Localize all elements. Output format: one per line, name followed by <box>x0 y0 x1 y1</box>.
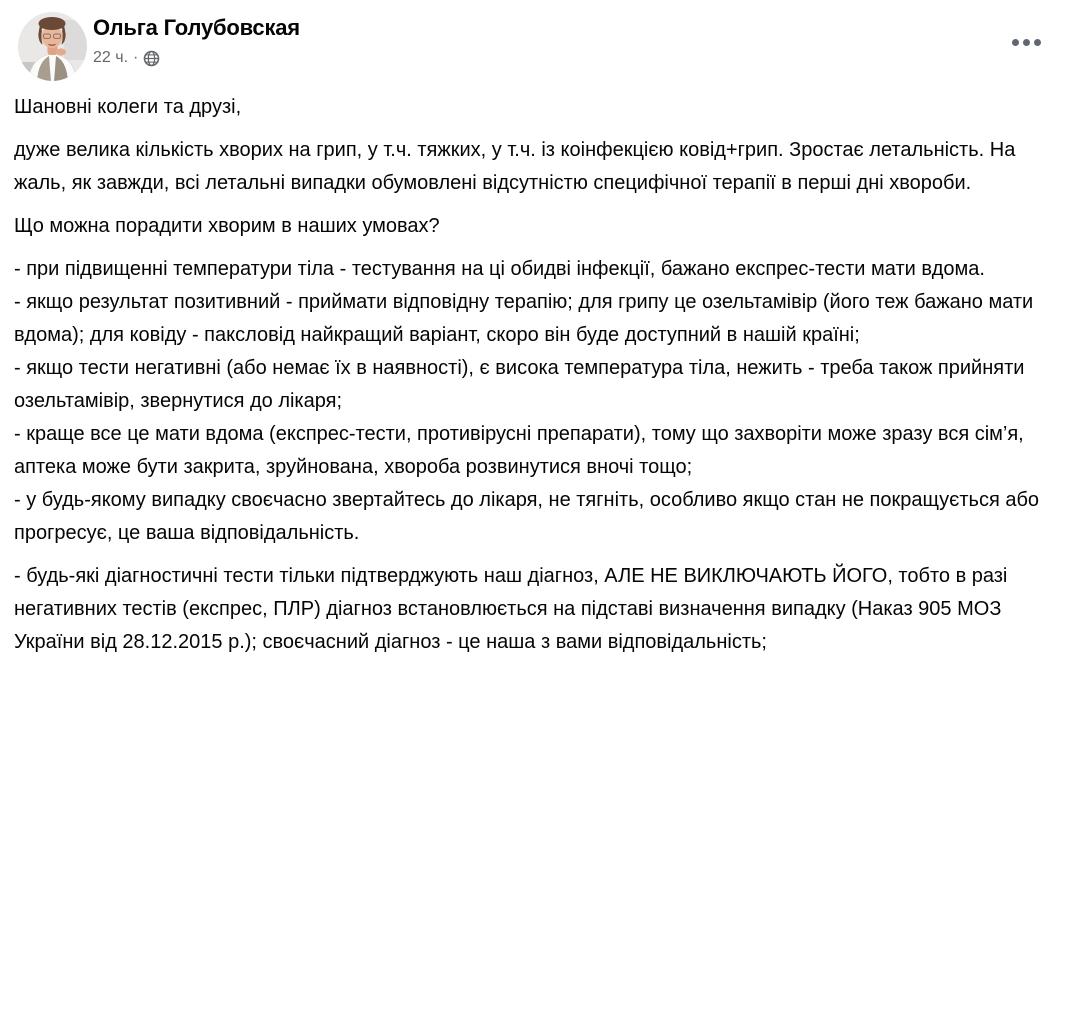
post-paragraph <box>14 91 1058 124</box>
post-paragraph <box>14 210 1058 243</box>
timestamp[interactable]: 22 ч. <box>93 49 129 66</box>
post-meta <box>93 47 160 69</box>
post-options-button[interactable] <box>1002 28 1050 56</box>
post-bullet: - якщо тести негативні (або немає їх в наявності), є висока температура тіла, нежить - треба також прийняти озельтамівір, звернутися до лікаря; <box>14 357 1025 412</box>
ellipsis-icon <box>1034 39 1041 46</box>
post-bullet: - якщо результат позитивний - приймати відповідну терапію; для грипу це озельтамівір (його теж бажано мати вдома); для ковіду - паксловід найкращий варіант, скоро він буде доступний в нашій країні; <box>14 291 1034 346</box>
post-bullet: - краще все це мати вдома (експрес-тести, противірусні препарати), тому що захворіти може зразу вся сім’я, аптека може бути закрита, зруйнована, хвороба розвинутися вночі тощо; <box>14 423 1024 478</box>
post-bullet: - при підвищенні температури тіла - тестування на ці обидві інфекції, бажано експрес-тести мати вдома. <box>14 258 985 280</box>
post-paragraph-bullets <box>14 253 1058 550</box>
post-line: дуже велика кількість хворих на грип, у т.ч. тяжких, у т.ч. із коінфекцією ковід+грип. Зростає летальність. На жаль, як завжди, всі летальні випадки обумовлені відсутністю специфічної терапії в перші дні хвороби. <box>14 139 1016 194</box>
author-name[interactable]: Ольга Голубовская <box>93 15 300 40</box>
post-line: Шановні колеги та друзі, <box>14 96 242 118</box>
post-bullet: - у будь-якому випадку своєчасно звертайтесь до лікаря, не тягніть, особливо якщо стан не покращується або прогресує, це ваша відповідальність. <box>14 489 1040 544</box>
post-line: - будь-які діагностичні тести тільки підтверджують наш діагноз, АЛЕ НЕ ВИКЛЮЧАЮТЬ ЙОГО, тобто в разі негативних тестів (експрес, ПЛР) діагноз встановлюється на підставі визначення випадку (Наказ 905 МОЗ України від 28.12.2015 р.); своєчасний діагноз - це наша з вами відповідальність; <box>14 565 1008 653</box>
globe-icon <box>143 50 160 67</box>
post-paragraph <box>14 134 1058 200</box>
post-header <box>0 0 1078 91</box>
post-text <box>0 91 1078 695</box>
avatar[interactable] <box>18 12 87 81</box>
post-line: Що можна порадити хворим в наших умовах? <box>14 215 440 237</box>
post-paragraph <box>14 560 1058 659</box>
ellipsis-icon <box>1012 39 1019 46</box>
ellipsis-icon <box>1023 39 1030 46</box>
avatar-portrait <box>18 12 87 81</box>
meta-separator: · <box>133 49 139 66</box>
